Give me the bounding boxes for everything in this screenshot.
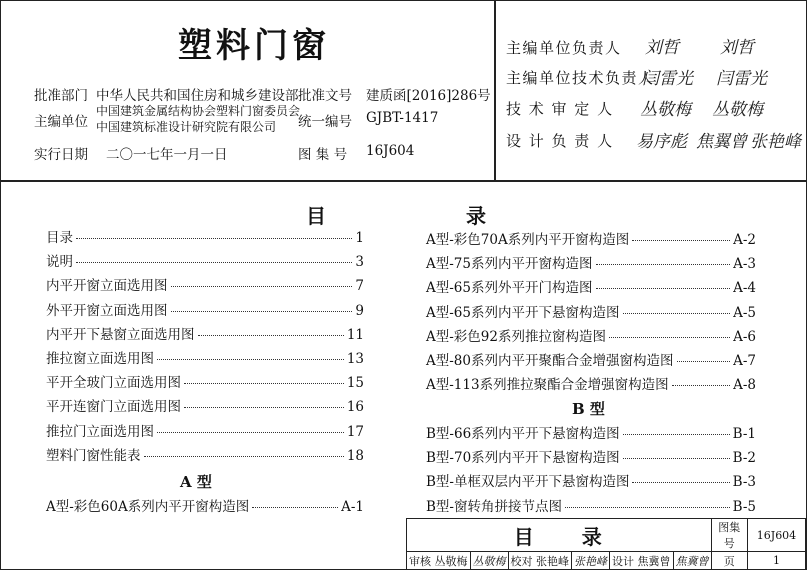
header-divider xyxy=(0,180,806,182)
title-block-name xyxy=(407,519,712,552)
editor-unit-label: 主编单位 xyxy=(34,114,88,130)
toc-dot-leader xyxy=(157,359,344,360)
toc-item[interactable] xyxy=(426,495,756,513)
toc-dot-leader xyxy=(184,407,344,408)
toc-item-page: B-5 xyxy=(732,498,756,515)
toc-dot-leader xyxy=(632,240,730,241)
toc-item-name: A型-彩色92系列推拉窗构造图 xyxy=(426,328,606,345)
title-block xyxy=(406,518,807,570)
page-value: 1 xyxy=(772,554,780,567)
signature-editor-unit-head: 刘哲 xyxy=(645,38,679,58)
toc-dot-leader xyxy=(623,434,730,435)
toc-item-name: B型-66系列内平开下悬窗构造图 xyxy=(426,426,620,442)
check-signature: 张艳峰 xyxy=(572,552,610,570)
toc-item-page: B-2 xyxy=(732,450,756,467)
toc-dot-leader xyxy=(252,507,338,508)
signature-design-head: 易序彪 xyxy=(636,132,687,152)
toc-item[interactable] xyxy=(426,373,756,394)
review-name: 丛敬梅 xyxy=(434,554,468,568)
toc-item[interactable] xyxy=(46,444,364,462)
toc-item-name: 内平开窗立面选用图 xyxy=(46,278,168,295)
toc-dot-leader xyxy=(596,264,731,265)
toc-item[interactable] xyxy=(46,323,364,341)
toc-item-page: A-8 xyxy=(733,377,756,394)
review-signature: 丛敬梅 xyxy=(470,552,508,570)
toc-dot-leader xyxy=(76,238,352,239)
toc-item-a1[interactable] xyxy=(46,495,364,513)
signature-tech-reviewer: 丛敬梅 xyxy=(640,100,691,120)
signature-editor-unit-head-2: 刘哲 xyxy=(720,38,754,58)
toc-item-name: 平开全玻门立面选用图 xyxy=(46,375,181,392)
toc-item[interactable] xyxy=(46,420,364,438)
page-value-cell xyxy=(747,552,805,570)
toc-item-name: 推拉窗立面选用图 xyxy=(46,351,154,367)
editor-unit-line1: 中国建筑金属结构协会塑料门窗委员会 xyxy=(96,104,301,118)
toc-item-name: A型-75系列内平开窗构造图 xyxy=(426,256,593,273)
toc-item-page: A-7 xyxy=(733,353,756,369)
toc-item[interactable] xyxy=(46,347,364,365)
unified-no-label: 统一编号 xyxy=(298,114,352,130)
page-label-cell xyxy=(711,552,747,570)
toc-item-name: 外平开窗立面选用图 xyxy=(46,302,168,319)
toc-item[interactable] xyxy=(426,446,756,467)
toc-item-name: B型-70系列内平开下悬窗构造图 xyxy=(426,450,620,467)
toc-item[interactable] xyxy=(426,228,756,246)
atlas-label: 图集号 xyxy=(718,521,741,550)
toc-dot-leader xyxy=(609,337,730,338)
toc-item-page: A-2 xyxy=(733,232,756,248)
toc-item[interactable] xyxy=(426,252,756,273)
toc-item-page: B-3 xyxy=(732,474,756,491)
toc-dot-leader xyxy=(565,507,730,508)
toc-item-page: A-6 xyxy=(733,328,756,345)
role-editor-tech-head: 主编单位技术负责人 xyxy=(506,69,655,87)
role-tech-reviewer: 技 术 审 定 人 xyxy=(506,100,614,118)
toc-item-name: 平开连窗门立面选用图 xyxy=(46,399,181,416)
toc-dot-leader xyxy=(623,458,730,459)
toc-item[interactable] xyxy=(46,299,364,317)
toc-item-name: A型-65系列外平开门构造图 xyxy=(426,280,593,297)
toc-item-name: 说明 xyxy=(46,254,73,271)
section-b-title: B 型 xyxy=(572,400,605,418)
toc-item-page: A-1 xyxy=(341,499,364,515)
toc-item-page: 16 xyxy=(346,399,364,416)
toc-item-page: 9 xyxy=(355,302,364,319)
toc-item[interactable] xyxy=(46,250,364,271)
toc-dot-leader xyxy=(623,313,731,314)
header-vertical-divider xyxy=(494,0,496,181)
title-block-name-right: 录 xyxy=(581,524,604,549)
toc-item[interactable] xyxy=(46,274,364,295)
toc-item-page: 1 xyxy=(355,230,364,246)
toc-dot-leader xyxy=(198,335,344,336)
editor-unit-line2: 中国建筑标准设计研究院有限公司 xyxy=(96,120,277,134)
signature-tech-reviewer-2: 丛敬梅 xyxy=(712,100,763,120)
toc-item-name: 推拉门立面选用图 xyxy=(46,423,154,440)
toc-item-page: B-1 xyxy=(732,426,756,442)
page-label: 页 xyxy=(723,554,735,568)
toc-dot-leader xyxy=(171,311,353,312)
toc-item-page: 13 xyxy=(346,351,364,367)
role-design-head: 设 计 负 责 人 xyxy=(506,132,614,150)
atlas-no: 16J604 xyxy=(366,143,415,159)
signature-editor-tech-head: 闫雷光 xyxy=(642,69,693,89)
toc-item-name: A型-113系列推拉聚酯合金增强窗构造图 xyxy=(426,377,669,394)
approval-doc-label: 批准文号 xyxy=(298,88,352,104)
toc-dot-leader xyxy=(184,383,344,384)
toc-item-page: 15 xyxy=(346,375,364,392)
toc-item-page: 18 xyxy=(346,447,364,464)
toc-item-page: 7 xyxy=(355,278,364,295)
effective-date-label: 实行日期 xyxy=(34,147,88,163)
toc-item[interactable] xyxy=(426,276,756,297)
atlas-no-label: 图 集 号 xyxy=(298,147,348,163)
toc-item-name: 内平开下悬窗立面选用图 xyxy=(46,326,195,343)
signature-editor-tech-head-2: 闫雷光 xyxy=(716,69,767,89)
toc-item-name: B型-窗转角拼接节点图 xyxy=(426,498,562,515)
check-cell xyxy=(508,552,572,570)
effective-date: 二〇一七年一月一日 xyxy=(106,147,228,163)
review-label: 审核 xyxy=(409,554,431,568)
toc-item-name: A型-80系列内平开聚酯合金增强窗构造图 xyxy=(426,353,674,369)
toc-item-name: 目录 xyxy=(46,230,73,246)
toc-dot-leader xyxy=(632,482,729,483)
toc-dot-leader xyxy=(596,288,731,289)
design-signature: 焦冀曾 xyxy=(673,552,711,570)
toc-item-name: 塑料门窗性能表 xyxy=(46,447,141,464)
check-label: 校对 xyxy=(510,554,533,568)
toc-item[interactable] xyxy=(426,325,756,343)
toc-title-left: 目 xyxy=(306,204,326,228)
toc-item[interactable] xyxy=(46,371,364,392)
toc-item-page: 3 xyxy=(355,254,364,271)
toc-item-name: A型-彩色60A系列内平开窗构造图 xyxy=(46,499,250,515)
atlas-label-cell xyxy=(711,519,747,552)
toc-item-page: 11 xyxy=(346,326,364,343)
document-title: 塑料门窗 xyxy=(178,26,330,66)
atlas-value-cell xyxy=(747,519,805,552)
atlas-value: 16J604 xyxy=(756,528,797,542)
toc-item-page: 17 xyxy=(346,423,364,440)
design-label: 设计 xyxy=(612,554,634,568)
toc-dot-leader xyxy=(144,456,344,457)
toc-dot-leader xyxy=(677,361,731,362)
toc-item[interactable] xyxy=(46,395,364,416)
toc-item[interactable] xyxy=(426,470,756,491)
review-cell xyxy=(407,552,471,570)
check-name: 张艳峰 xyxy=(536,554,569,568)
approval-doc: 建质函[2016]286号 xyxy=(366,88,491,104)
toc-dot-leader xyxy=(76,262,352,263)
toc-item[interactable] xyxy=(426,349,756,367)
approval-dept-label: 批准部门 xyxy=(34,88,88,104)
toc-title-right: 录 xyxy=(466,204,486,228)
toc-item-page: A-3 xyxy=(733,256,756,273)
toc-dot-leader xyxy=(171,286,353,287)
unified-no: GJBT-1417 xyxy=(366,110,439,126)
toc-item-name: A型-65系列内平开下悬窗构造图 xyxy=(426,304,620,321)
title-block-name-left: 目 xyxy=(513,524,536,549)
toc-dot-leader xyxy=(672,385,731,386)
toc-item[interactable] xyxy=(426,422,756,440)
section-a-title: A 型 xyxy=(180,473,212,491)
design-name: 焦冀曾 xyxy=(637,554,671,568)
signature-design-head-3: 张艳峰 xyxy=(750,132,801,152)
toc-item-name: A型-彩色70A系列内平开窗构造图 xyxy=(426,232,630,248)
toc-item-page: A-4 xyxy=(733,280,756,297)
toc-item[interactable] xyxy=(426,301,756,319)
signature-design-head-2: 焦翼曾 xyxy=(696,132,747,152)
approval-dept: 中华人民共和国住房和城乡建设部 xyxy=(96,88,299,104)
toc-item-page: A-5 xyxy=(733,304,756,321)
toc-item-name: B型-单框双层内平开下悬窗构造图 xyxy=(426,474,630,491)
design-cell xyxy=(610,552,674,570)
toc-item[interactable] xyxy=(46,226,364,244)
toc-dot-leader xyxy=(157,432,344,433)
role-editor-unit-head: 主编单位负责人 xyxy=(506,39,622,57)
